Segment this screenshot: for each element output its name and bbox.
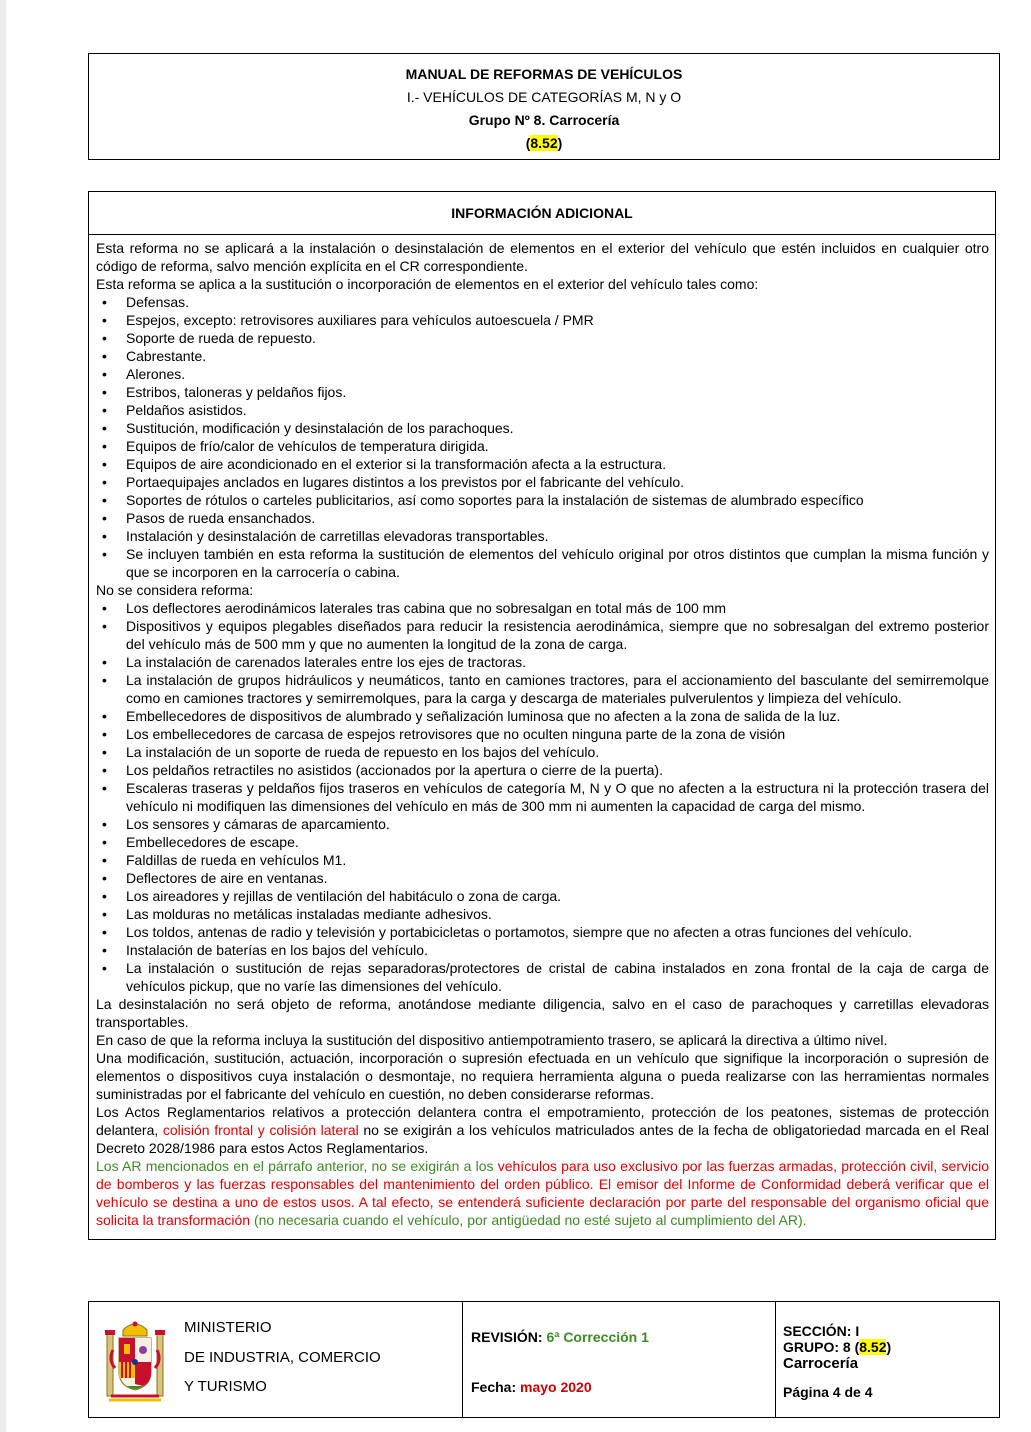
regulatory-acts-paragraph bbox=[96, 1103, 989, 1157]
list-item: • Defensas. bbox=[96, 293, 989, 311]
list-item: • Equipos de aire acondicionado en el exterior si la transformación afecta a la estructura. bbox=[96, 455, 989, 473]
ar-exemption-paragraph bbox=[96, 1157, 989, 1229]
modification-paragraph: Una modificación, sustitución, actuación, incorporación o supresión efectuada en un vehículo que signifique la incorporación o supresión de elementos o dispositivos cuya instalación o desmontaje, no requiera herramienta alguna o pueda realizarse con las herramientas normales suministradas por el fabricante del vehículo en cuestión, no deben considerarse reformas. bbox=[96, 1050, 989, 1102]
document-footer bbox=[88, 1301, 1000, 1418]
page-number: Página 4 de 4 bbox=[783, 1384, 873, 1400]
intro-paragraph-2: Esta reforma se aplica a la sustitución o incorporación de elementos en el exterior del vehículo tales como: bbox=[96, 276, 759, 292]
list-item: • Los sensores y cámaras de aparcamiento. bbox=[96, 815, 989, 833]
list-item: • Embellecedores de dispositivos de alumbrado y señalización luminosa que no afecten a la zona de salida de la luz. bbox=[96, 707, 989, 725]
list-item: • Se incluyen también en esta reforma la sustitución de elementos del vehículo original por otros distintos que cumplan la misma función y que se incorporen en la carrocería o cabina. bbox=[96, 545, 989, 581]
list-item: • Espejos, excepto: retrovisores auxiliares para vehículos autoescuela / PMR bbox=[96, 311, 989, 329]
document-header bbox=[88, 53, 1000, 160]
ministry-line-1: MINISTERIO bbox=[184, 1319, 272, 1336]
date-label: Fecha: bbox=[471, 1379, 517, 1395]
list-item: • Cabrestante. bbox=[96, 347, 989, 365]
section-body bbox=[89, 235, 995, 1229]
list-item: • Los deflectores aerodinámicos laterales tras cabina que no sobresalgan en total más de 100 mm bbox=[96, 599, 989, 617]
list-item: • Pasos de rueda ensanchados. bbox=[96, 509, 989, 527]
underrun-paragraph: En caso de que la reforma incluya la sustitución del dispositivo antiempotramiento trasero, se aplicará la directiva a último nivel. bbox=[96, 1032, 888, 1048]
acts-text-red: colisión frontal y colisión lateral bbox=[162, 1122, 359, 1138]
ministry-line-3: Y TURISMO bbox=[184, 1378, 267, 1395]
list-item: • Soportes de rótulos o carteles publicitarios, así como soportes para la instalación de sistemas de alumbrado específico bbox=[96, 491, 989, 509]
section-cell bbox=[776, 1302, 999, 1417]
reform-code-value: 8.52 bbox=[530, 135, 558, 151]
list-item: • Embellecedores de escape. bbox=[96, 833, 989, 851]
reform-code: (8.52) bbox=[525, 135, 563, 151]
list-item: • Los peldaños retractiles no asistidos (accionados por la apertura o cierre de la puerta). bbox=[96, 761, 989, 779]
ar-text-green-a: Los AR mencionados en el párrafo anterior, no se exigirán a los bbox=[96, 1158, 498, 1174]
list-item: • Equipos de frío/calor de vehículos de temperatura dirigida. bbox=[96, 437, 989, 455]
list-item: • Estribos, taloneras y peldaños fijos. bbox=[96, 383, 989, 401]
list-item: • Los toldos, antenas de radio y televisión y portabicicletas o portamotos, siempre que no afecten a otras funciones del vehículo. bbox=[96, 923, 989, 941]
list-item: • Escaleras traseras y peldaños fijos traseros en vehículos de categoría M, N y O que no afecten a la estructura ni la protección trasera del vehículo ni modifiquen las dimensiones del vehículo en más de 300 mm ni aumenten la capacidad de carga del mismo. bbox=[96, 779, 989, 815]
group-name: Carrocería bbox=[783, 1355, 859, 1372]
list-item: • Instalación de baterías en los bajos del vehículo. bbox=[96, 941, 989, 959]
list-item: • Los aireadores y rejillas de ventilación del habitáculo o zona de carga. bbox=[96, 887, 989, 905]
list-item: • Instalación y desinstalación de carretillas elevadoras transportables. bbox=[96, 527, 989, 545]
group-code: 8.52 bbox=[859, 1339, 887, 1355]
list-item: • Sustitución, modificación y desinstalación de los parachoques. bbox=[96, 419, 989, 437]
ministry-cell bbox=[89, 1302, 463, 1417]
group-suffix: ) bbox=[886, 1339, 892, 1355]
list-item: • Las molduras no metálicas instaladas mediante adhesivos. bbox=[96, 905, 989, 923]
group-title: Grupo Nº 8. Carrocería bbox=[468, 112, 620, 128]
list-item: • La instalación de grupos hidráulicos y neumáticos, tanto en camiones tractores, para el accionamiento del basculante del semirremolque como en camiones tractores y semirremolques, para la carga y descarga de materiales pulverulentos y limpieza del vehículo. bbox=[96, 671, 989, 707]
list-item: • Faldillas de rueda en vehículos M1. bbox=[96, 851, 989, 869]
not-reform-label: No se considera reforma: bbox=[96, 582, 254, 598]
list-item: • Dispositivos y equipos plegables diseñados para reducir la resistencia aerodinámica, siempre que no sobresalgan del extremo posterior del vehículo más de 500 mm y que no aumenten la longitud de la zona de carga. bbox=[96, 617, 989, 653]
intro-paragraph-1: Esta reforma no se aplicará a la instalación o desinstalación de elementos en el exterior del vehículo que estén incluidos en cualquier otro código de reforma, salvo mención explícita en el CR correspondiente. bbox=[96, 240, 989, 274]
acts-text-a: Los Actos Reglamentarios relativos a protección delantera contra el empotramiento, protección de los peatones, sistemas de protección delantera, bbox=[96, 1104, 989, 1138]
list-item: • Portaequipajes anclados en lugares distintos a los previstos por el fabricante del vehículo. bbox=[96, 473, 989, 491]
additional-info-section bbox=[88, 191, 996, 1240]
section-label: SECCIÓN: I bbox=[783, 1323, 860, 1339]
revision-value: 6ª Corrección 1 bbox=[546, 1329, 649, 1345]
manual-title: MANUAL DE REFORMAS DE VEHÍCULOS bbox=[405, 66, 683, 82]
list-item: • La instalación de carenados laterales entre los ejes de tractoras. bbox=[96, 653, 989, 671]
manual-subtitle: I.- VEHÍCULOS DE CATEGORÍAS M, N y O bbox=[406, 89, 682, 105]
ar-text-red: vehículos para uso exclusivo por las fuerzas armadas, protección civil, servicio de bomberos y las fuerzas responsables del mantenimiento del orden público. El emisor del Informe de Conformidad deberá verificar que el vehículo se destina a uno de estos usos. A tal efecto, se entenderá suficiente declaración por parte del responsable del organismo oficial que solicita la transformación bbox=[96, 1158, 989, 1228]
list-item: • Alerones. bbox=[96, 365, 989, 383]
uninstall-paragraph: La desinstalación no será objeto de reforma, anotándose mediante diligencia, salvo en el caso de parachoques y carretillas elevadoras transportables. bbox=[96, 996, 989, 1030]
date-line bbox=[471, 1379, 592, 1395]
revision-line bbox=[471, 1329, 649, 1345]
list-item: • La instalación de un soporte de rueda de repuesto en los bajos del vehículo. bbox=[96, 743, 989, 761]
acts-text-c: no se exigirán a los vehículos matriculados antes de la fecha de obligatoriedad marcada en el Real Decreto 2028/1986 para estos Actos Reglamentarios. bbox=[96, 1122, 989, 1156]
revision-label: REVISIÓN: bbox=[471, 1329, 543, 1345]
list-item: • La instalación o sustitución de rejas separadoras/protectores de cristal de cabina instalados en zona frontal de la caja de carga de vehículos pickup, que no varíe las dimensiones del vehículo. bbox=[96, 959, 989, 995]
ministry-line-2: DE INDUSTRIA, COMERCIO bbox=[184, 1349, 381, 1366]
list-item: • Deflectores de aire en ventanas. bbox=[96, 869, 989, 887]
page-edge-strip bbox=[0, 0, 6, 1432]
spain-coat-of-arms-icon bbox=[105, 1320, 165, 1405]
list-item: • Peldaños asistidos. bbox=[96, 401, 989, 419]
section-info bbox=[783, 1323, 891, 1373]
revision-cell bbox=[463, 1302, 776, 1417]
list-item: • Los embellecedores de carcasa de espejos retrovisores que no oculten ninguna parte de la zona de visión bbox=[96, 725, 989, 743]
date-value: mayo 2020 bbox=[520, 1379, 592, 1395]
group-line bbox=[783, 1339, 891, 1355]
section-title: INFORMACIÓN ADICIONAL bbox=[89, 192, 995, 235]
applies-list bbox=[96, 293, 989, 581]
list-item: • Soporte de rueda de repuesto. bbox=[96, 329, 989, 347]
group-prefix: GRUPO: 8 ( bbox=[783, 1339, 860, 1355]
ar-text-green-c: (no necesaria cuando el vehículo, por antigüedad no esté sujeto al cumplimiento del AR). bbox=[250, 1212, 807, 1228]
not-reform-list bbox=[96, 599, 989, 995]
